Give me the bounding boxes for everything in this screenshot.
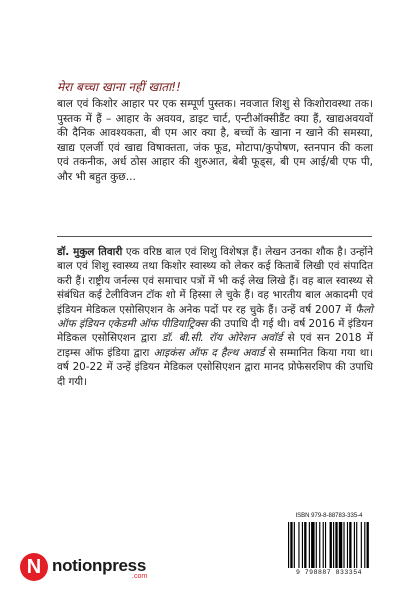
barcode-block	[284, 513, 374, 583]
author-bio-text-2: की उपाधि दी गई थी। वर्ष 2016 में इंडियन मेडिकल एसोसिएशन द्वारा	[57, 318, 373, 345]
tagline: मेरा बच्चा खाना नहीं खाता!!	[57, 80, 181, 94]
publisher-name: notionpress	[52, 556, 146, 575]
award-icons-of-health: आइकंस ऑफ द हैल्थ अवार्ड	[153, 346, 265, 359]
notionpress-logo-icon	[20, 553, 48, 581]
logo-letter: N	[26, 556, 42, 578]
section-divider	[57, 236, 372, 237]
author-bio-text-4: से सम्मानित किया गया था। वर्ष 20-22 में उन्हें इंडियन मेडिकल एसोसिएशन द्वारा मानद प्रोफेसरशिप की उपाधि दी गयी।	[57, 346, 373, 388]
author-bio-text-1: एक वरिष्ठ बाल एवं शिशु विशेषज्ञ हैं। लेखन उनका शौक है। उन्होंने बाल एवं शिशु स्वास्थ्य तथा किशोर स्वास्थ्य को लेकर कई किताबें लिखी एवं संपादित करी हैं। राष्ट्रीय जर्नल्स एवं समाचार पत्रों में भी कई लेख लिखे हैं। वह बाल स्वास्थ्य से संबंधित कई टेलीविजन टॉक शो में हिस्सा ले चुके हैं। वह भारतीय बाल अकादमी एवं इंडियन मेडिकल एसोसिएशन के अनेक पदों पर रह चुके हैं। उन्हें वर्ष 2007 में	[57, 246, 374, 316]
publisher-logo	[20, 553, 170, 583]
barcode-icon	[288, 522, 370, 568]
author-bio	[57, 245, 373, 389]
author-bio-text-3: से एवं सन 2018 में टाइम्स ऑफ इंडिया द्वारा	[57, 332, 374, 359]
fellowship-title: फैलो ऑफ इंडियन एकेडमी ऑफ पीडियाट्रिक्स	[57, 303, 373, 331]
publisher-domain: .com	[132, 573, 148, 580]
author-name: डॉ. मुकुल तिवारी	[57, 246, 123, 258]
book-blurb: बाल एवं किशोर आहार पर एक सम्पूर्ण पुस्तक। नवजात शिशु से किशोरावस्था तक। पुस्तक में हैं – आहार के अवयव, डाइट चार्ट, एन्टीऑक्सीडैंट क्या हैं, खाद्यअवयवों की दैनिक आवश्यकता, बी एम आर क्या है, बच्चों के खाना न खाने की समस्या, खाद्य एलर्जी एवं खाद्य विषाक्तता, जंक फूड, मोटापा/कुपोषण, स्तनपान की कला एवं तकनीक, अर्ध ठोस आहार की शुरुआत, बेबी फूड्स, बी एम आई/बी एफ पी, और भी बहुत कुछ...	[57, 98, 373, 183]
barcode-number: 9 798887 833354	[295, 569, 362, 576]
isbn-label: ISBN 979-8-88783-335-4	[295, 513, 363, 519]
award-bc-roy: डॉ. बी.सी. रॉय ओरेशन अवॉर्ड	[161, 332, 283, 345]
